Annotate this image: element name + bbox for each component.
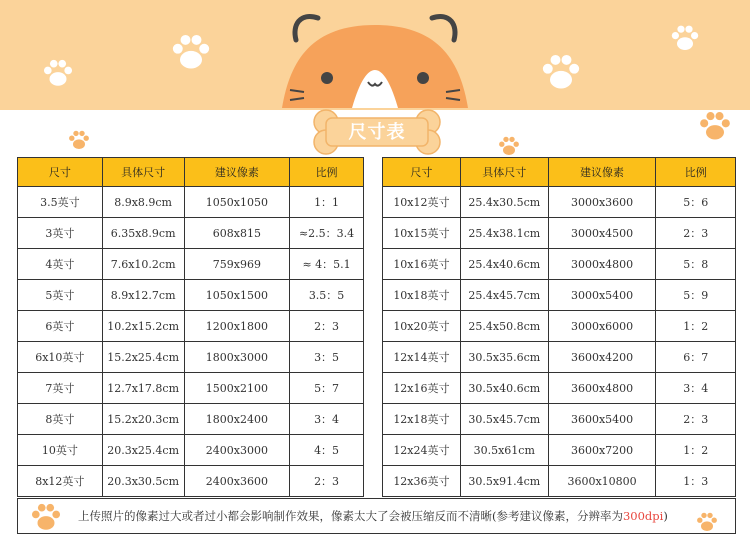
- table-cell: 30.5x61cm: [460, 435, 548, 466]
- table-cell: 3000x4500: [548, 218, 656, 249]
- table-cell: 3000x6000: [548, 311, 656, 342]
- table-row: [18, 373, 364, 404]
- table-cell: 5：9: [656, 280, 736, 311]
- table-cell: 10x20英寸: [383, 311, 461, 342]
- table-cell: 8.9x8.9cm: [102, 187, 184, 218]
- table-cell: 1800x2400: [184, 404, 290, 435]
- table-cell: 8.9x12.7cm: [102, 280, 184, 311]
- table-row: [383, 342, 736, 373]
- table-cell: 1：3: [656, 466, 736, 497]
- column-header: 尺寸: [383, 158, 461, 187]
- table-cell: 30.5x45.7cm: [460, 404, 548, 435]
- table-row: [383, 187, 736, 218]
- table-cell: ≈2.5：3.4: [290, 218, 364, 249]
- table-cell: 3600x10800: [548, 466, 656, 497]
- table-row: [383, 311, 736, 342]
- table-cell: 2400x3000: [184, 435, 290, 466]
- table-cell: 10x16英寸: [383, 249, 461, 280]
- table-cell: 10英寸: [18, 435, 103, 466]
- table-row: [18, 311, 364, 342]
- table-cell: 1：2: [656, 435, 736, 466]
- table-cell: 30.5x91.4cm: [460, 466, 548, 497]
- table-cell: 10x12英寸: [383, 187, 461, 218]
- table-cell: 6英寸: [18, 311, 103, 342]
- table-row: [18, 280, 364, 311]
- table-row: [18, 249, 364, 280]
- table-cell: 12x16英寸: [383, 373, 461, 404]
- table-cell: 6.35x8.9cm: [102, 218, 184, 249]
- table-cell: 3600x7200: [548, 435, 656, 466]
- table-cell: 2：3: [656, 218, 736, 249]
- table-cell: 1：2: [656, 311, 736, 342]
- table-cell: 15.2x25.4cm: [102, 342, 184, 373]
- table-cell: 3：5: [290, 342, 364, 373]
- table-cell: 10x18英寸: [383, 280, 461, 311]
- table-cell: 4：5: [290, 435, 364, 466]
- note-highlight: 300dpi: [622, 509, 664, 523]
- table-row: [18, 342, 364, 373]
- paw-icon: [40, 56, 76, 90]
- paw-icon: [696, 108, 734, 144]
- table-row: [383, 466, 736, 497]
- paw-icon: [538, 50, 584, 94]
- column-header: 具体尺寸: [460, 158, 548, 187]
- paw-icon: [668, 22, 702, 54]
- table-cell: 3.5：5: [290, 280, 364, 311]
- table-cell: 3600x5400: [548, 404, 656, 435]
- table-cell: 2：3: [290, 466, 364, 497]
- table-cell: 12x36英寸: [383, 466, 461, 497]
- paw-icon: [66, 128, 92, 152]
- table-header-row: [383, 158, 736, 187]
- table-cell: 10x15英寸: [383, 218, 461, 249]
- table-cell: 759x969: [184, 249, 290, 280]
- table-cell: 3000x4800: [548, 249, 656, 280]
- table-row: [18, 466, 364, 497]
- table-cell: 3600x4800: [548, 373, 656, 404]
- table-cell: 6：7: [656, 342, 736, 373]
- table-cell: 4英寸: [18, 249, 103, 280]
- table-cell: 3600x4200: [548, 342, 656, 373]
- table-cell: 1：1: [290, 187, 364, 218]
- table-cell: 30.5x35.6cm: [460, 342, 548, 373]
- table-cell: 5：7: [290, 373, 364, 404]
- table-cell: 12x18英寸: [383, 404, 461, 435]
- table-cell: 5：8: [656, 249, 736, 280]
- table-cell: 5：6: [656, 187, 736, 218]
- table-cell: 3000x3600: [548, 187, 656, 218]
- table-cell: ≈ 4：5.1: [290, 249, 364, 280]
- table-cell: 1200x1800: [184, 311, 290, 342]
- table-cell: 3英寸: [18, 218, 103, 249]
- size-table-left: [17, 157, 364, 497]
- table-cell: 8x12英寸: [18, 466, 103, 497]
- table-row: [18, 187, 364, 218]
- table-cell: 1050x1050: [184, 187, 290, 218]
- table-cell: 6x10英寸: [18, 342, 103, 373]
- table-cell: 20.3x30.5cm: [102, 466, 184, 497]
- table-cell: 25.4x40.6cm: [460, 249, 548, 280]
- table-cell: 12.7x17.8cm: [102, 373, 184, 404]
- paw-icon: [496, 134, 522, 158]
- table-cell: 20.3x25.4cm: [102, 435, 184, 466]
- table-cell: 7.6x10.2cm: [102, 249, 184, 280]
- table-cell: 25.4x50.8cm: [460, 311, 548, 342]
- table-cell: 2：3: [656, 404, 736, 435]
- column-header: 建议像素: [548, 158, 656, 187]
- table-cell: 25.4x38.1cm: [460, 218, 548, 249]
- table-cell: 5英寸: [18, 280, 103, 311]
- table-cell: 608x815: [184, 218, 290, 249]
- table-row: [383, 404, 736, 435]
- table-cell: 15.2x20.3cm: [102, 404, 184, 435]
- table-cell: 25.4x30.5cm: [460, 187, 548, 218]
- table-row: [18, 404, 364, 435]
- table-cell: 3.5英寸: [18, 187, 103, 218]
- table-cell: 8英寸: [18, 404, 103, 435]
- pixel-note: [78, 508, 668, 524]
- column-header: 比例: [290, 158, 364, 187]
- size-table-right: [382, 157, 736, 497]
- column-header: 建议像素: [184, 158, 290, 187]
- note-text: 上传照片的像素过大或者过小都会影响制作效果，像素太大了会被压缩反而不清晰(参考建议像素，分辨率为: [78, 509, 623, 523]
- page-title: 尺寸表: [348, 122, 406, 143]
- table-cell: 1800x3000: [184, 342, 290, 373]
- table-cell: 7英寸: [18, 373, 103, 404]
- table-row: [383, 280, 736, 311]
- table-cell: 3：4: [290, 404, 364, 435]
- table-cell: 12x14英寸: [383, 342, 461, 373]
- column-header: 具体尺寸: [102, 158, 184, 187]
- table-cell: 30.5x40.6cm: [460, 373, 548, 404]
- table-row: [383, 373, 736, 404]
- table-header-row: [18, 158, 364, 187]
- table-row: [383, 218, 736, 249]
- table-cell: 25.4x45.7cm: [460, 280, 548, 311]
- column-header: 尺寸: [18, 158, 103, 187]
- cat-face-illustration: [282, 0, 468, 108]
- table-cell: 12x24英寸: [383, 435, 461, 466]
- table-cell: 1500x2100: [184, 373, 290, 404]
- table-row: [18, 218, 364, 249]
- table-cell: 3000x5400: [548, 280, 656, 311]
- table-cell: 10.2x15.2cm: [102, 311, 184, 342]
- table-row: [18, 435, 364, 466]
- table-cell: 2400x3600: [184, 466, 290, 497]
- table-cell: 1050x1500: [184, 280, 290, 311]
- column-header: 比例: [656, 158, 736, 187]
- table-row: [383, 435, 736, 466]
- table-cell: 3：4: [656, 373, 736, 404]
- table-row: [383, 249, 736, 280]
- table-cell: 2：3: [290, 311, 364, 342]
- paw-icon: [168, 30, 214, 74]
- note-end: ): [663, 509, 668, 523]
